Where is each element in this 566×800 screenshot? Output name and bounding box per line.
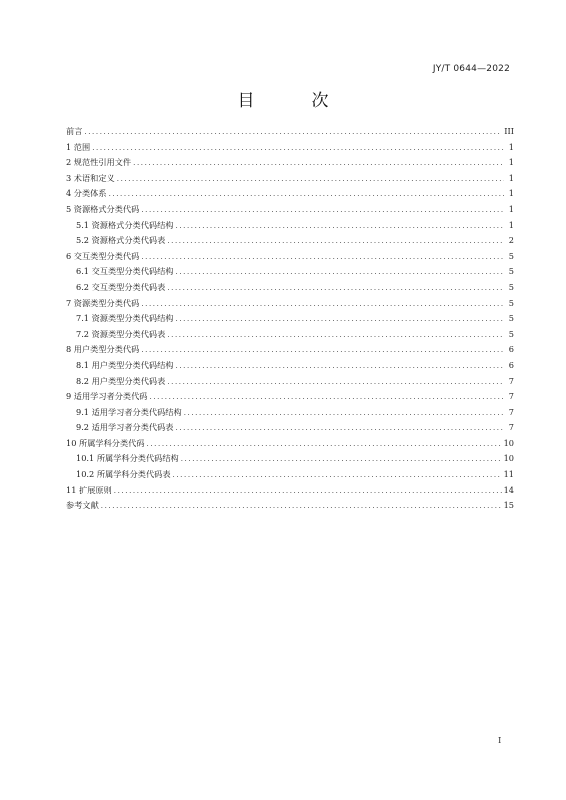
toc-leader-dots [141,343,504,359]
toc-entry[interactable] [66,389,514,405]
toc-leader-dots [141,250,504,266]
toc-entry-page: III [504,126,514,136]
toc-entry[interactable] [66,202,514,218]
standard-code: JY/T 0644—2022 [432,64,510,74]
toc-entry[interactable] [66,436,514,452]
toc-leader-dots [167,281,504,297]
toc-entry-label: 5.2 资源格式分类代码表 [76,235,166,246]
toc-entry[interactable] [66,483,514,499]
toc-entry-label: 8.2 用户类型分类代码表 [76,375,166,386]
toc-entry-page: 1 [508,219,514,230]
toc-entry-label: 11 扩展原则 [66,484,112,495]
toc-entry[interactable] [66,218,514,234]
toc-entry-page: 10 [503,453,514,464]
toc-entry-page: 15 [503,500,514,511]
toc-entry-page: 6 [508,344,514,355]
toc-entry-page: 1 [508,203,514,214]
toc-entry[interactable] [66,280,514,296]
toc-leader-dots [167,375,504,391]
toc-entry-label: 6 交互类型分类代码 [66,250,140,261]
toc-entry[interactable] [66,420,514,436]
toc-entry-label: 8.1 用户类型分类代码结构 [76,359,174,370]
toc-leader-dots [147,437,502,453]
toc-entry-page: 5 [508,297,514,308]
toc-entry[interactable] [66,405,514,421]
toc-entry[interactable] [66,186,514,202]
toc-leader-dots [173,468,502,484]
toc-entry[interactable] [66,374,514,390]
toc-entry[interactable] [66,327,514,343]
toc-entry-label: 7.2 资源类型分类代码表 [76,328,166,339]
toc-entry-page: 1 [508,172,514,183]
toc-entry-label: 前言 [66,126,83,136]
toc-leader-dots [92,141,504,157]
toc-entry-label: 4 分类体系 [66,188,107,199]
toc-entry-label: 9.1 适用学习者分类代码结构 [76,406,182,417]
toc-entry-label: 7.1 资源类型分类代码结构 [76,313,174,324]
toc-leader-dots [184,406,504,422]
toc-entry-label: 9.2 适用学习者分类代码表 [76,422,174,433]
toc-entry[interactable] [66,451,514,467]
toc-entry-label: 6.2 交互类型分类代码表 [76,281,166,292]
toc-leader-dots [84,125,502,141]
toc-entry[interactable] [66,155,514,171]
toc-entry-page: 7 [508,391,514,402]
toc-entry[interactable] [66,233,514,249]
toc-entry[interactable] [66,358,514,374]
toc-leader-dots [117,172,504,188]
toc-leader-dots [176,265,505,281]
toc-entry[interactable] [66,171,514,187]
toc-entry[interactable] [66,342,514,358]
toc-entry[interactable] [66,296,514,312]
toc-entry-page: 6 [508,359,514,370]
toc-leader-dots [176,421,505,437]
toc-entry-label: 10.1 所属学科分类代码结构 [76,453,179,464]
toc-entry-label: 5 资源格式分类代码 [66,203,140,214]
toc-entry-label: 参考文献 [66,500,99,511]
toc-entry-label: 10.2 所属学科分类代码表 [76,469,171,480]
page-title: 目 次 [237,91,349,111]
toc-entry-page: 7 [508,422,514,433]
toc-leader-dots [133,156,504,172]
toc-leader-dots [167,328,504,344]
toc-entry-page: 5 [508,328,514,339]
toc-entry[interactable] [66,264,514,280]
toc-entry-page: 5 [508,313,514,324]
toc-leader-dots [167,234,504,250]
toc-entry[interactable] [66,249,514,265]
toc-entry[interactable] [66,124,514,140]
toc-entry[interactable] [66,140,514,156]
toc-entry-page: 1 [508,141,514,152]
toc-leader-dots [181,452,502,468]
toc-entry-page: 7 [508,375,514,386]
toc-entry-label: 1 范围 [66,141,91,152]
toc-entry-page: 5 [508,250,514,261]
toc-entry-page: 7 [508,406,514,417]
toc-entry-label: 8 用户类型分类代码 [66,344,140,355]
toc-entry-label: 10 所属学科分类代码 [66,437,145,448]
toc-entry-page: 1 [508,188,514,199]
toc-leader-dots [176,359,505,375]
toc-leader-dots [150,390,505,406]
toc-entry[interactable] [66,311,514,327]
toc-entry-page: 10 [503,437,514,448]
toc-entry-page: 14 [503,484,514,495]
toc-entry-label: 7 资源类型分类代码 [66,297,140,308]
toc-entry-page: 5 [508,266,514,277]
toc-entry-page: 11 [503,469,514,480]
toc-leader-dots [114,484,502,500]
toc-entry-label: 6.1 交互类型分类代码结构 [76,266,174,277]
toc-entry[interactable] [66,498,514,514]
toc-entry-label: 3 术语和定义 [66,172,115,183]
toc-leader-dots [176,219,505,235]
toc-entry-page: 5 [508,281,514,292]
toc-leader-dots [109,187,504,203]
toc-entry[interactable] [66,467,514,483]
toc-leader-dots [141,297,504,313]
toc-entry-page: 2 [508,235,514,246]
toc-entry-label: 2 规范性引用文件 [66,157,132,168]
toc-leader-dots [176,312,505,328]
toc-entry-label: 5.1 资源格式分类代码结构 [76,219,174,230]
toc-leader-dots [101,499,502,515]
toc-entry-page: 1 [508,157,514,168]
toc-entry-label: 9 适用学习者分类代码 [66,391,148,402]
page-number: I [498,736,502,746]
toc-leader-dots [141,203,504,219]
table-of-contents [66,124,514,514]
